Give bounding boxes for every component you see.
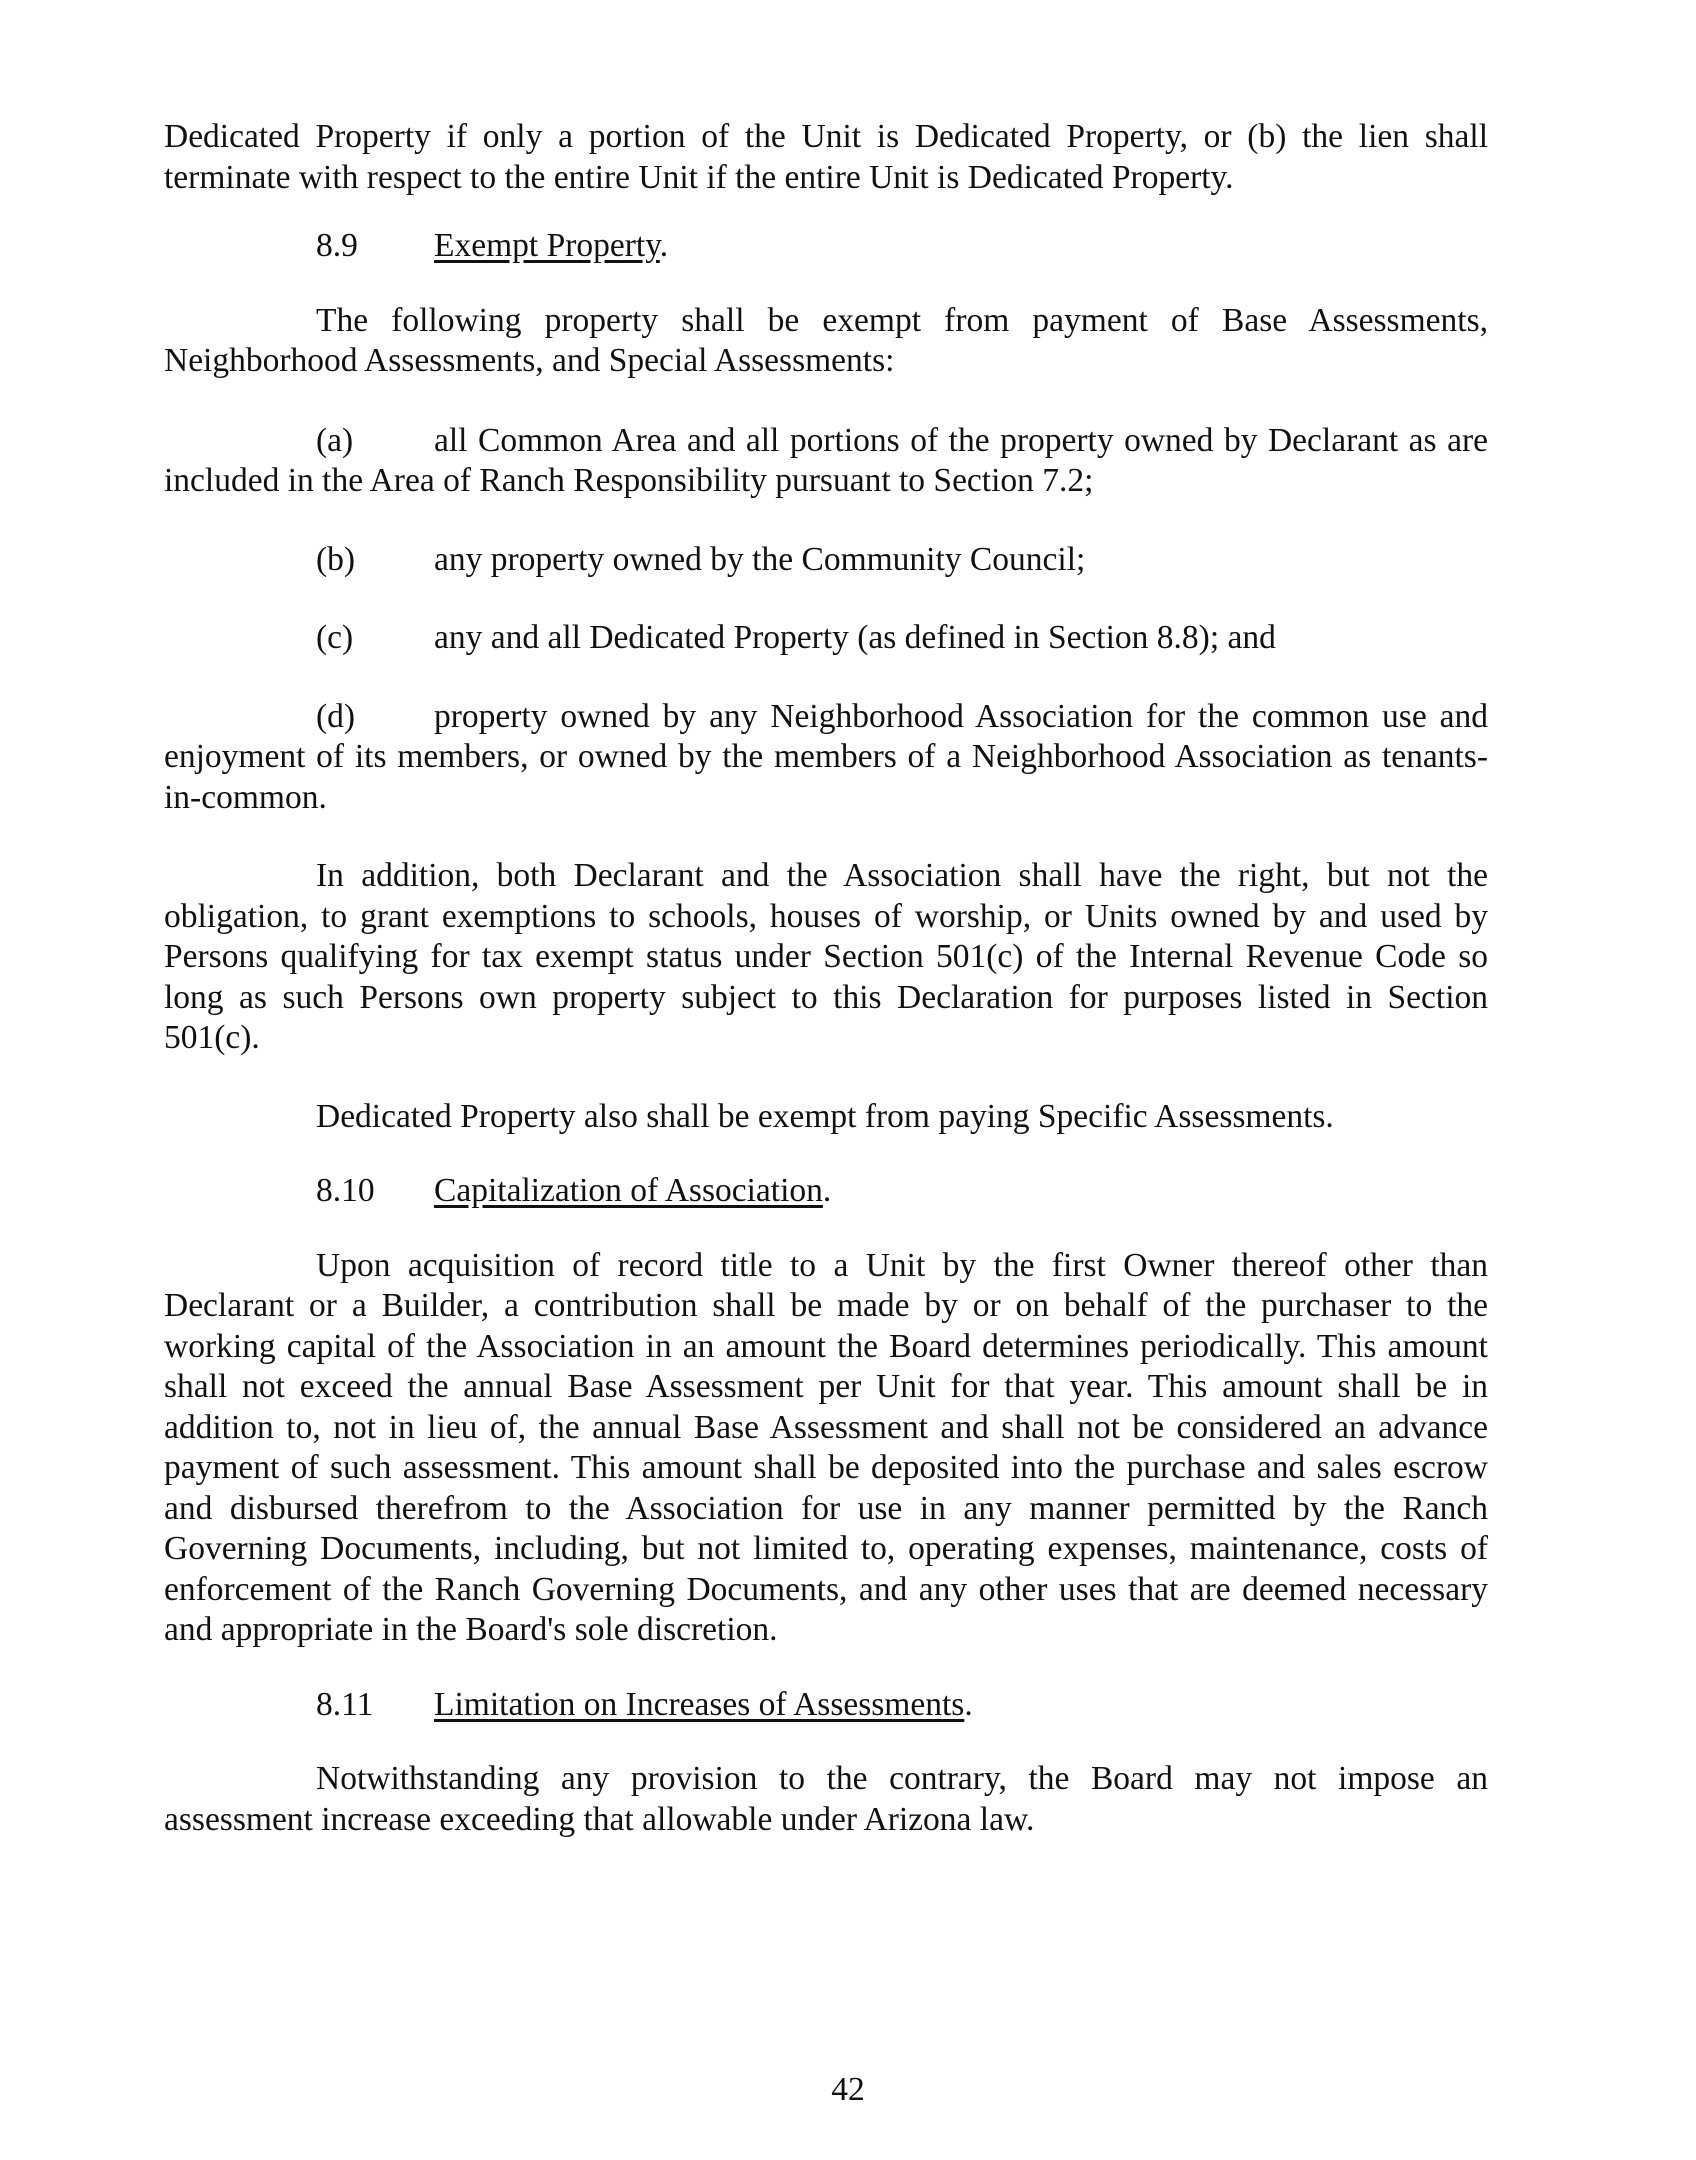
list-item-text: any property owned by the Community Council; <box>434 540 1086 578</box>
section-8-9-intro: The following property shall be exempt from payment of Base Assessments, Neighborhood Assessments, and Special Assessments: <box>164 301 1488 379</box>
section-title: Exempt Property <box>434 227 660 264</box>
list-item-b <box>164 540 1488 581</box>
list-item-c <box>164 618 1488 659</box>
section-title: Capitalization of Association <box>434 1172 823 1209</box>
section-8-10-heading <box>164 1171 1488 1212</box>
list-item-label: (c) <box>316 619 354 656</box>
continuation-paragraph: Dedicated Property if only a portion of the Unit is Dedicated Property, or (b) the lien shall terminate with respect to the entire Unit if the entire Unit is Dedicated Property. <box>164 118 1488 196</box>
section-title: Limitation on Increases of Assessments <box>434 1685 965 1723</box>
section-title-period: . <box>822 1172 832 1209</box>
document-page <box>164 117 1488 1840</box>
list-item-d <box>164 697 1488 819</box>
section-8-9-dedicated-paragraph: Dedicated Property also shall be exempt from paying Specific Assessments. <box>316 1097 1334 1135</box>
section-title-period: . <box>964 1685 973 1723</box>
section-number: 8.9 <box>316 227 358 264</box>
list-item-text: property owned by any Neighborhood Association for the common use and enjoyment of its members, or owned by the members of a Neighborhood Association as tenants-in-common. <box>164 697 1488 816</box>
list-item-text: all Common Area and all portions of the property owned by Declarant as are included in the Area of Ranch Responsibility pursuant to Section 7.2; <box>164 421 1488 499</box>
list-item-label: (a) <box>316 421 354 459</box>
list-item-label: (d) <box>316 697 356 735</box>
list-item-text: any and all Dedicated Property (as defined in Section 8.8); and <box>434 619 1276 656</box>
section-8-9-heading <box>164 226 1488 267</box>
section-8-10-body: Upon acquisition of record title to a Unit by the first Owner thereof other than Declarant or a Builder, a contribution shall be made by or on behalf of the purchaser to the working capital of the Association in an amount the Board determines periodically. This amount shall not exceed the annual Base Assessment per Unit for that year. This amount shall be in addition to, not in lieu of, the annual Base Assessment and shall not be considered an advance payment of such assessment. This amount shall be deposited into the purchase and sales escrow and disbursed therefrom to the Association for use in any manner permitted by the Ranch Governing Documents, including, but not limited to, operating expenses, maintenance, costs of enforcement of the Ranch Governing Documents, and any other uses that are deemed necessary and appropriate in the Board's sole discretion. <box>164 1246 1488 1648</box>
section-8-11-heading <box>164 1685 1488 1726</box>
list-item-label: (b) <box>316 540 356 578</box>
section-8-9-addition-paragraph: In addition, both Declarant and the Association shall have the right, but not the obligation, to grant exemptions to schools, houses of worship, or Units owned by and used by Persons qualifying for tax exempt status under Section 501(c) of the Internal Revenue Code so long as such Persons own property subject to this Declaration for purposes listed in Section 501(c). <box>164 857 1488 1056</box>
section-number: 8.11 <box>316 1685 374 1723</box>
section-8-11-body: Notwithstanding any provision to the contrary, the Board may not impose an assessment increase exceeding that allowable under Arizona law. <box>164 1760 1488 1838</box>
page-number: 42 <box>831 2071 865 2108</box>
list-item-a <box>164 421 1488 502</box>
section-title-period: . <box>659 227 669 264</box>
section-number: 8.10 <box>316 1172 375 1209</box>
